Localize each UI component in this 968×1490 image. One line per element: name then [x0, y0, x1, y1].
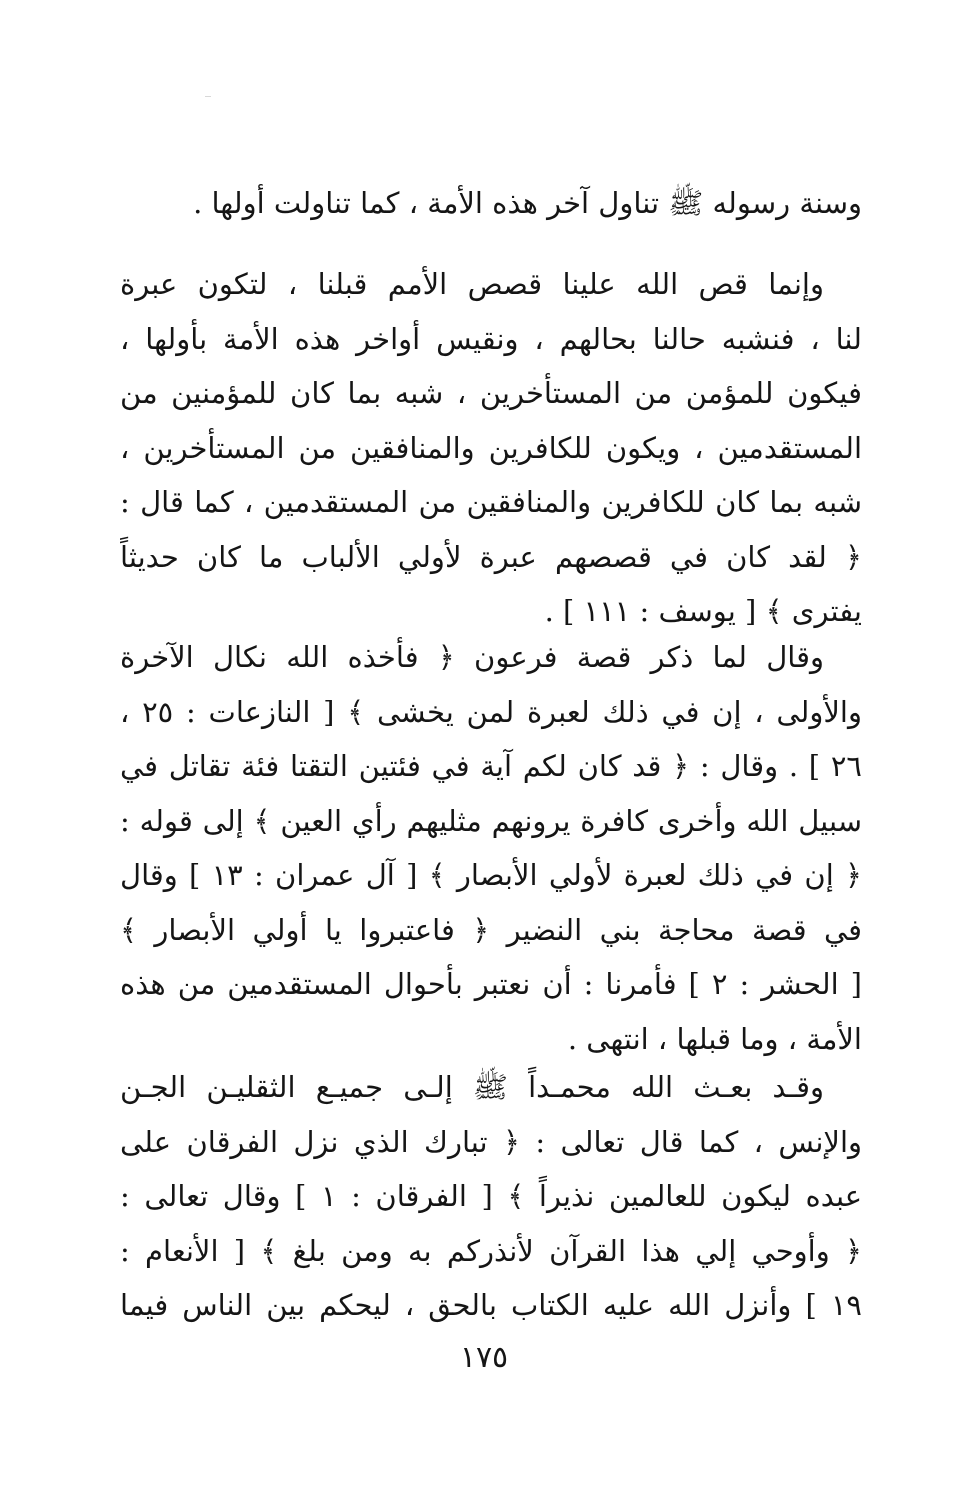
text-line: سبيل الله وأخرى كافرة يرونهم مثليهم رأي العين ﴾ إلى قوله : [120, 803, 862, 838]
text-line: ﴿ وأوحي إلي هذا القرآن لأنذركم به ومن بلغ ﴾ [ الأنعام : [120, 1233, 862, 1268]
text-line: ﴿ إن في ذلك لعبرة لأولي الأبصار ﴾ [ آل عمران : ١٣ ] وقال [120, 858, 862, 892]
text-line: والأولى ، إن في ذلك لعبرة لمن يخشى ﴾ [ النازعات : ٢٥ ، [120, 694, 862, 729]
text-line: وقـد بعـث الله محمـداً ﷺ إلـى جميـع الثقليـن الجـن [120, 1070, 824, 1104]
text-line: الأمة ، وما قبلها ، انتهى . [567, 1021, 862, 1056]
paragraph-4 [120, 1060, 862, 1333]
text-line: فيكون للمؤمن من المستأخرين ، شبه بما كان للمؤمنين من [120, 376, 862, 410]
text-line: وسنة رسوله ﷺ تناول آخر هذه الأمة ، كما تناولت أولها . [193, 186, 862, 220]
text-line: في قصة محاجة بني النضير ﴿ فاعتبروا يا أولي الأبصار ﴾ [120, 912, 862, 947]
paragraph-3 [120, 630, 862, 1066]
text-line: [ الحشر : ٢ ] فأمرنا : أن نعتبر بأحوال المستقدمين من هذه [120, 967, 862, 1001]
text-line: وإنما قص الله علينا قصص الأمم قبلنا ، لتكون عبرة [120, 267, 824, 301]
text-line: وقال لما ذكر قصة فرعون ﴿ فأخذه الله نكال الآخرة [120, 640, 824, 674]
page-number: ١٧٥ [459, 1340, 509, 1375]
text-line: عبده ليكون للعالمين نذيراً ﴾ [ الفرقان : ١ ] وقال تعالى : [120, 1179, 862, 1213]
text-line: ٢٦ ] . وقال : ﴿ قد كان لكم آية في فئتين التقتا فئة تقاتل في [120, 749, 862, 783]
text-line: شبه بما كان للكافرين والمنافقين من المستقدمين ، كما قال : [120, 485, 862, 519]
text-line: ١٩ ] وأنزل الله عليه الكتاب بالحق ، ليحكم بين الناس فيما [120, 1288, 862, 1322]
scan-speck [205, 96, 211, 97]
text-line: والإنس ، كما قال تعالى : ﴿ تبارك الذي نزل الفرقان على [120, 1124, 862, 1159]
paragraph-2 [120, 257, 862, 639]
text-line: المستقدمين ، ويكون للكافرين والمنافقين من المستأخرين ، [120, 430, 862, 465]
text-line: ﴿ لقد كان في قصصهم عبرة لأولي الألباب ما كان حديثاً [120, 539, 862, 574]
text-line: يفترى ﴾ [ يوسف : ١١١ ] . [544, 594, 862, 628]
paragraph-1 [120, 176, 862, 231]
text-line: لنا ، فنشبه حالنا بحالهم ، ونقيس أواخر هذه الأمة بأولها ، [120, 321, 862, 356]
